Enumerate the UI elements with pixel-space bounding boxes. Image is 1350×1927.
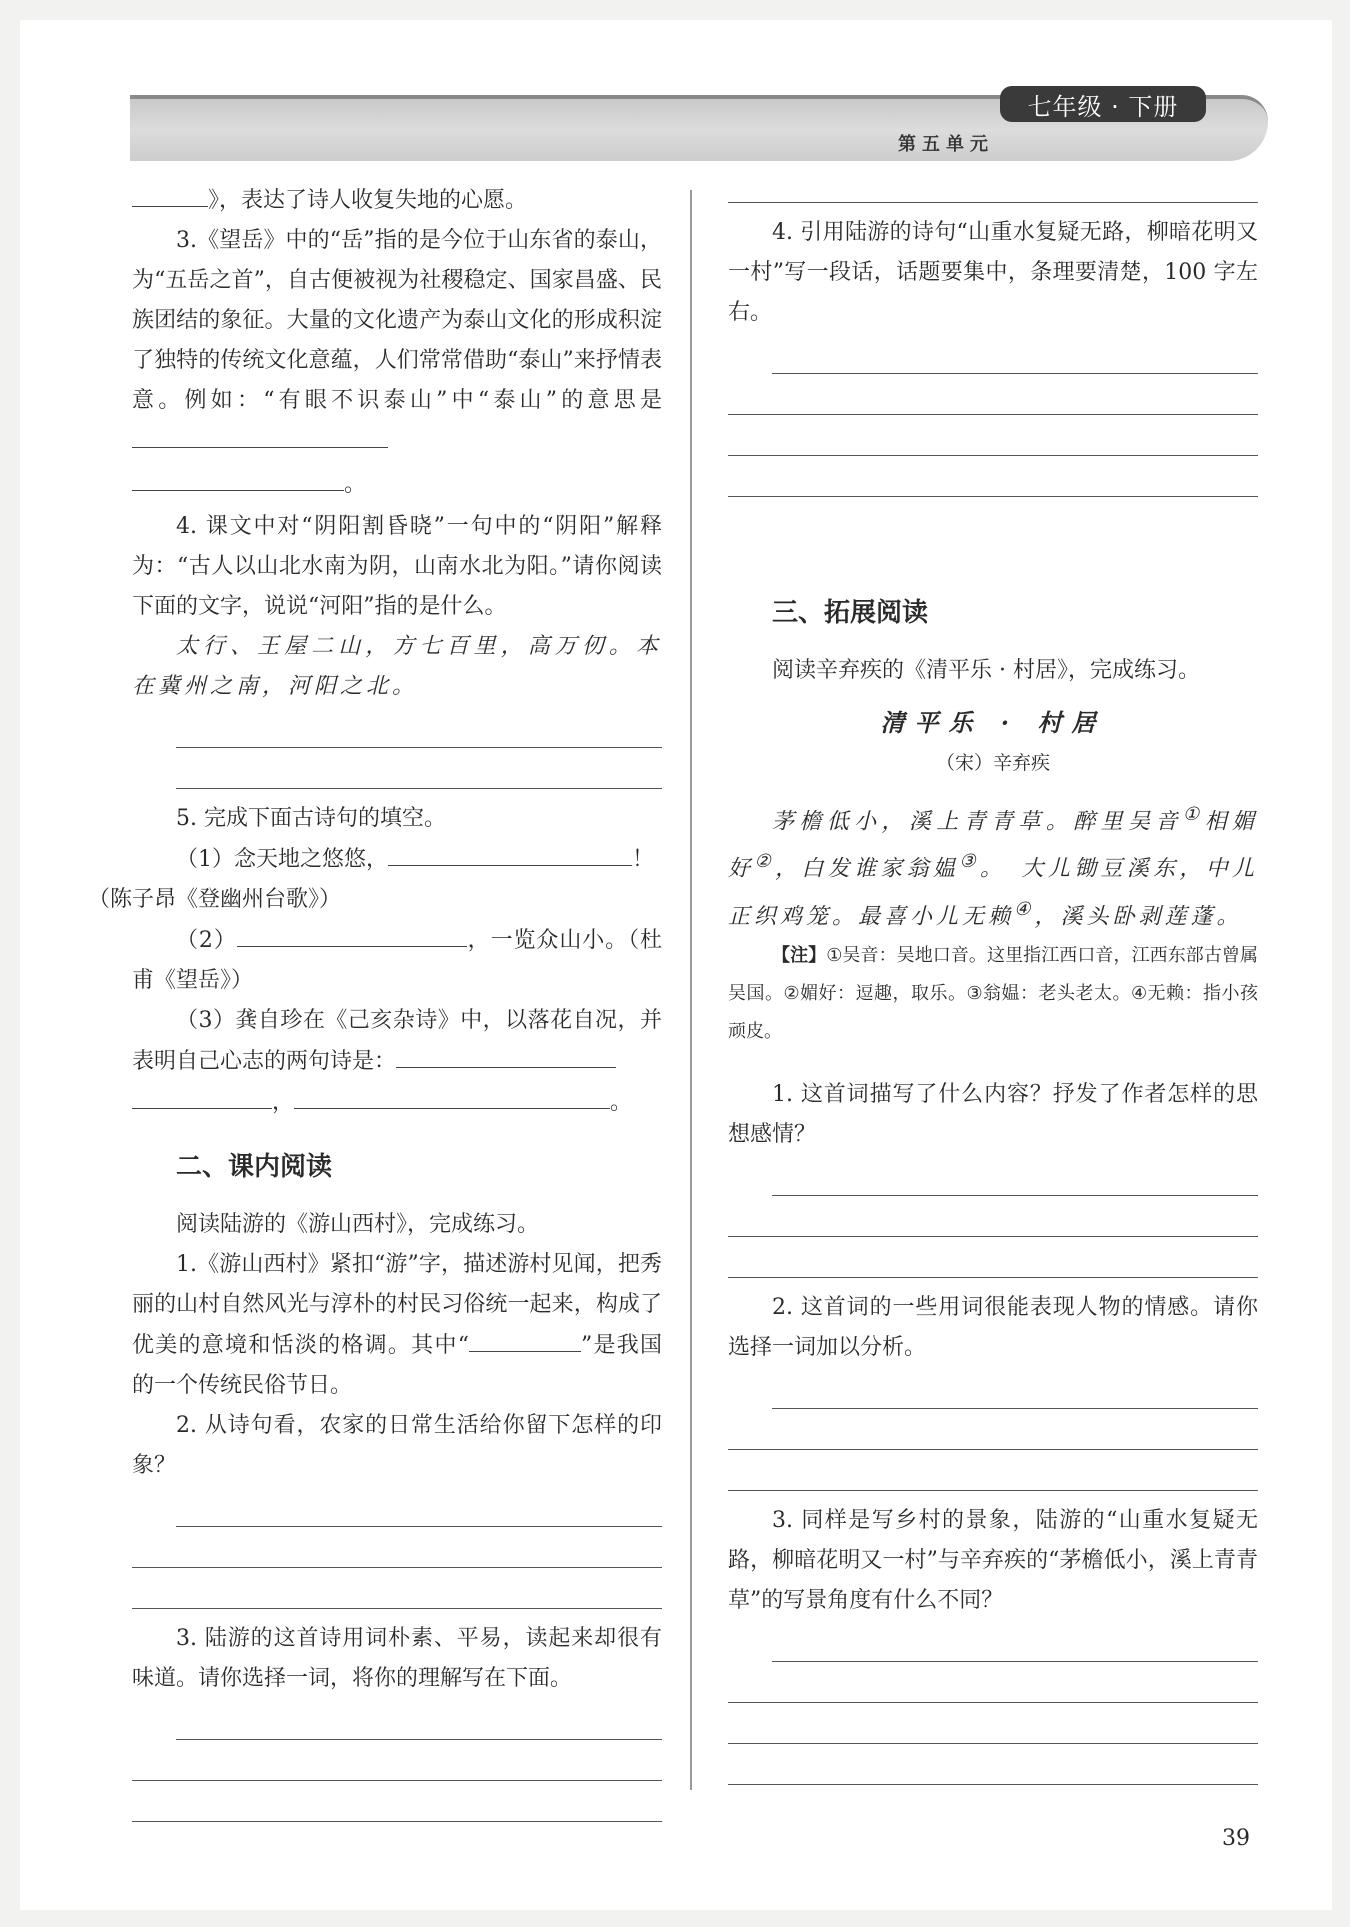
- answer-line[interactable]: [132, 1740, 662, 1781]
- s3-question-2: 2. 这首词的一些用词很能表现人物的情感。请你选择一词加以分析。: [728, 1294, 1258, 1360]
- answer-line[interactable]: [728, 1196, 1258, 1237]
- grade-tag: 七年级 · 下册: [1000, 86, 1206, 122]
- answer-blank[interactable]: [388, 839, 632, 866]
- question-5-3: （3）龚自珍在《己亥杂诗》中，以落花自况，并表明自己心志的两句诗是：: [132, 1008, 662, 1074]
- answer-line[interactable]: [728, 415, 1258, 456]
- answer-line[interactable]: [728, 1409, 1258, 1450]
- s3-question-1: 1. 这首词描写了什么内容？抒发了作者怎样的思想感情？: [728, 1081, 1258, 1147]
- q2-continuation: 》，表达了诗人收复失地的心愿。: [132, 180, 662, 221]
- poem-body: 茅檐低小，溪上青青草。醉里吴音①相媚好②，白发谁家翁媪③。 大儿锄豆溪东，中儿正织鸡笼。最喜小儿无赖④，溪头卧剥莲蓬。: [728, 804, 1258, 929]
- question-4-quote: 太行、王屋二山，方七百里，高万仞。本在冀州之南，河阳之北。: [132, 634, 662, 699]
- answer-line[interactable]: [176, 1486, 662, 1527]
- question-5-2: （2） ，一览众山小。（杜甫《望岳》）: [132, 920, 662, 1001]
- answer-line[interactable]: [772, 1621, 1258, 1662]
- question-5-1: （1）念天地之悠悠， ！ （陈子昂《登幽州台歌》）: [132, 839, 662, 920]
- answer-blank[interactable]: [469, 1325, 581, 1352]
- answer-line[interactable]: [132, 1781, 662, 1822]
- section-3-intro: 阅读辛弃疾的《清平乐 · 村居》，完成练习。: [772, 658, 1200, 683]
- answer-blank[interactable]: [396, 1041, 616, 1068]
- answer-line[interactable]: [176, 707, 662, 748]
- page-number: 39: [1222, 1826, 1250, 1851]
- answer-blank[interactable]: [237, 920, 467, 947]
- question-5-3-blanks: ， 。: [132, 1082, 662, 1123]
- left-column: [88, 180, 663, 1822]
- poem-title: 清平乐 · 村居: [880, 708, 1106, 737]
- section-3-title: 三、拓展阅读: [772, 598, 929, 628]
- answer-line[interactable]: [772, 333, 1258, 374]
- answer-blank[interactable]: [294, 1082, 610, 1109]
- s2-question-4: 4. 引用陆游的诗句“山重水复疑无路，柳暗花明又一村”写一段话，话题要集中，条理要清楚，100 字左右。: [728, 220, 1258, 325]
- s3-question-3: 3. 同样是写乡村的景象，陆游的“山重水复疑无路，柳暗花明又一村”与辛弃疾的“茅檐低小，溪上青青草”的写景角度有什么不同？: [728, 1507, 1258, 1613]
- section-2-intro: 阅读陆游的《游山西村》，完成练习。: [176, 1212, 540, 1237]
- answer-line[interactable]: [176, 748, 662, 789]
- s2-question-1: 1.《游山西村》紧扣“游”字，描述游村见闻，把秀丽的山村自然风光与淳朴的村民习俗统一起来，构成了优美的意境和恬淡的格调。其中“ ”是我国的一个传统民俗节日。: [132, 1252, 663, 1398]
- answer-line[interactable]: [176, 1699, 662, 1740]
- answer-line[interactable]: [728, 1237, 1258, 1278]
- answer-line[interactable]: [728, 1744, 1258, 1785]
- right-column: [728, 180, 1258, 1785]
- answer-line[interactable]: [132, 1568, 662, 1609]
- s2-question-3: 3. 陆游的这首诗用词朴素、平易，读起来却很有味道。请你选择一词，将你的理解写在下面。: [132, 1626, 662, 1691]
- answer-line[interactable]: [728, 456, 1258, 497]
- question-3-end: 。: [132, 464, 662, 505]
- unit-label: 第五单元: [898, 134, 994, 155]
- answer-line[interactable]: [728, 1662, 1258, 1703]
- question-3: 3.《望岳》中的“岳”指的是今位于山东省的泰山，为“五岳之首”，自古便被视为社稷稳定、国家昌盛、民族团结的象征。大量的文化遗产为泰山文化的形成积淀了独特的传统文化意蕴，人们常常借助“泰山”来抒情表意。例如：“有眼不识泰山”中“泰山”的意思是: [132, 221, 662, 462]
- answer-line[interactable]: [132, 1527, 662, 1568]
- poem-notes: 【注】①吴音：吴地口音。这里指江西口音，江西东部古曾属吴国。②媚好：逗趣，取乐。③翁媪：老头老太。④无赖：指小孩顽皮。: [728, 944, 1258, 1042]
- question-5: 5. 完成下面古诗句的填空。: [176, 806, 446, 831]
- answer-blank[interactable]: [132, 464, 344, 491]
- question-4: 4. 课文中对“阴阳割昏晓”一句中的“阴阳”解释为：“古人以山北水南为阴，山南水北为阳。”请你阅读下面的文字，说说“河阳”指的是什么。: [132, 514, 662, 619]
- answer-line[interactable]: [728, 1703, 1258, 1744]
- section-2-title: 二、课内阅读: [176, 1152, 333, 1182]
- answer-line[interactable]: [772, 1155, 1258, 1196]
- answer-line[interactable]: [728, 374, 1258, 415]
- answer-line[interactable]: [772, 1368, 1258, 1409]
- answer-blank[interactable]: [132, 180, 208, 207]
- answer-blank[interactable]: [132, 421, 388, 448]
- poem-author: （宋）辛弃疾: [935, 752, 1050, 774]
- column-divider: [690, 190, 692, 1790]
- answer-line[interactable]: [728, 1450, 1258, 1491]
- s2-question-2: 2. 从诗句看，农家的日常生活给你留下怎样的印象？: [132, 1413, 662, 1478]
- answer-blank[interactable]: [132, 1082, 272, 1109]
- answer-line[interactable]: [728, 180, 1258, 203]
